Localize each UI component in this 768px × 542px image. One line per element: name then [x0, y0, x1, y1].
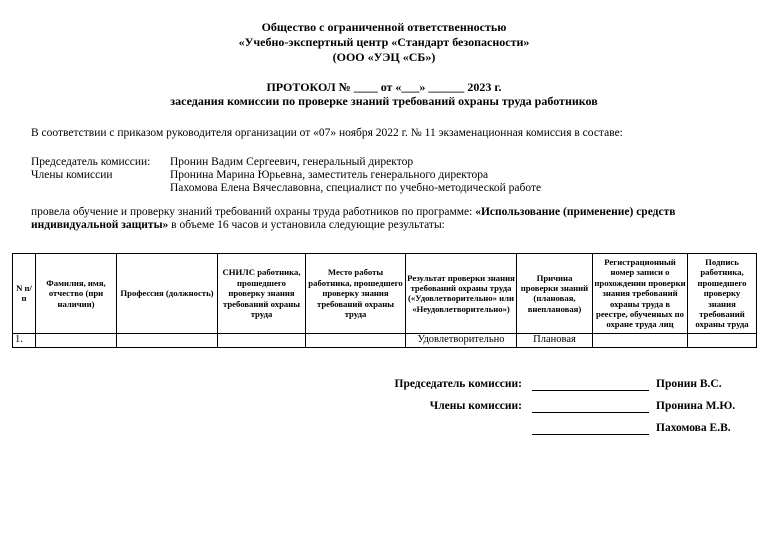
committee-row	[31, 182, 757, 195]
org-name-line1: Общество с ограниченной ответственностью	[261, 20, 507, 34]
signature-label: Члены комиссии:	[429, 399, 522, 412]
column-header-name: Фамилия, имя, отчество (при наличии)	[36, 254, 117, 334]
signature-line	[532, 422, 649, 435]
signature-name: Пронин В.С.	[656, 377, 722, 390]
committee-list	[31, 156, 757, 195]
signature-name: Пронина М.Ю.	[656, 399, 736, 412]
table-header-row	[13, 254, 757, 334]
org-header	[0, 0, 768, 65]
committee-role: Члены комиссии	[31, 169, 113, 181]
signature-row	[0, 422, 768, 435]
signature-row	[0, 378, 768, 391]
signature-line	[532, 400, 649, 413]
protocol-title	[0, 80, 768, 108]
signature-block	[0, 378, 768, 435]
results-paragraph	[31, 206, 757, 232]
committee-person: Пахомова Елена Вячеславовна, специалист по учебно-методической работе	[170, 182, 542, 194]
org-name-line3: (ООО «УЭЦ «СБ»)	[332, 50, 436, 64]
protocol-subject-line: заседания комиссии по проверке знаний требований охраны труда работников	[170, 94, 598, 108]
results-text-after: в объеме 16 часов и установила следующие результаты:	[168, 219, 445, 231]
intro-paragraph: В соответствии с приказом руководителя организации от «07» ноября 2022 г. № 11 экзаменационная комиссия в составе:	[31, 127, 623, 139]
column-header-registry-number: Регистрационный номер записи о прохождении проверки знания требований охраны труда в реестре, обученных по охране труда лиц	[593, 254, 688, 334]
committee-person: Пронина Марина Юрьевна, заместитель генерального директора	[170, 169, 489, 181]
signature-line	[532, 378, 649, 391]
committee-row	[31, 156, 757, 169]
cell-name	[36, 333, 117, 347]
cell-signature	[688, 333, 757, 347]
column-header-num: N п/п	[13, 254, 36, 334]
results-text-before: провела обучение и проверку знаний требований охраны труда работников по программе:	[31, 206, 476, 218]
committee-person: Пронин Вадим Сергеевич, генеральный директор	[170, 156, 414, 168]
program-name: «Использование (применение) средств индивидуальной защиты»	[31, 206, 676, 231]
cell-profession	[117, 333, 218, 347]
signature-row	[0, 400, 768, 413]
column-header-profession: Профессия (должность)	[117, 254, 218, 334]
cell-result: Удовлетворительно	[406, 333, 517, 347]
column-header-snils: СНИЛС работника, прошедшего проверку знания требований охраны труда	[218, 254, 306, 334]
signature-name: Пахомова Е.В.	[656, 421, 731, 434]
column-header-signature: Подпись работника, прошедшего проверку знания требований охраны труда	[688, 254, 757, 334]
column-header-workplace: Место работы работника, прошедшего проверку знания требований охраны труда	[306, 254, 406, 334]
cell-reason: Плановая	[517, 333, 593, 347]
column-header-reason: Причина проверки знаний (плановая, внеплановая)	[517, 254, 593, 334]
cell-workplace	[306, 333, 406, 347]
cell-snils	[218, 333, 306, 347]
committee-role: Председатель комиссии:	[31, 156, 151, 168]
column-header-result: Результат проверки знания требований охраны труда («Удовлетворительно» или «Неудовлетворительно»)	[406, 254, 517, 334]
committee-role	[31, 182, 170, 195]
results-table	[12, 253, 757, 348]
cell-num: 1.	[13, 333, 36, 347]
table-row	[13, 333, 757, 347]
committee-row	[31, 169, 757, 182]
protocol-number-line: ПРОТОКОЛ № ____ от «___» ______ 2023 г.	[266, 80, 502, 94]
cell-registry-number	[593, 333, 688, 347]
org-name-line2: «Учебно-экспертный центр «Стандарт безопасности»	[238, 35, 530, 49]
signature-label: Председатель комиссии:	[394, 377, 522, 390]
